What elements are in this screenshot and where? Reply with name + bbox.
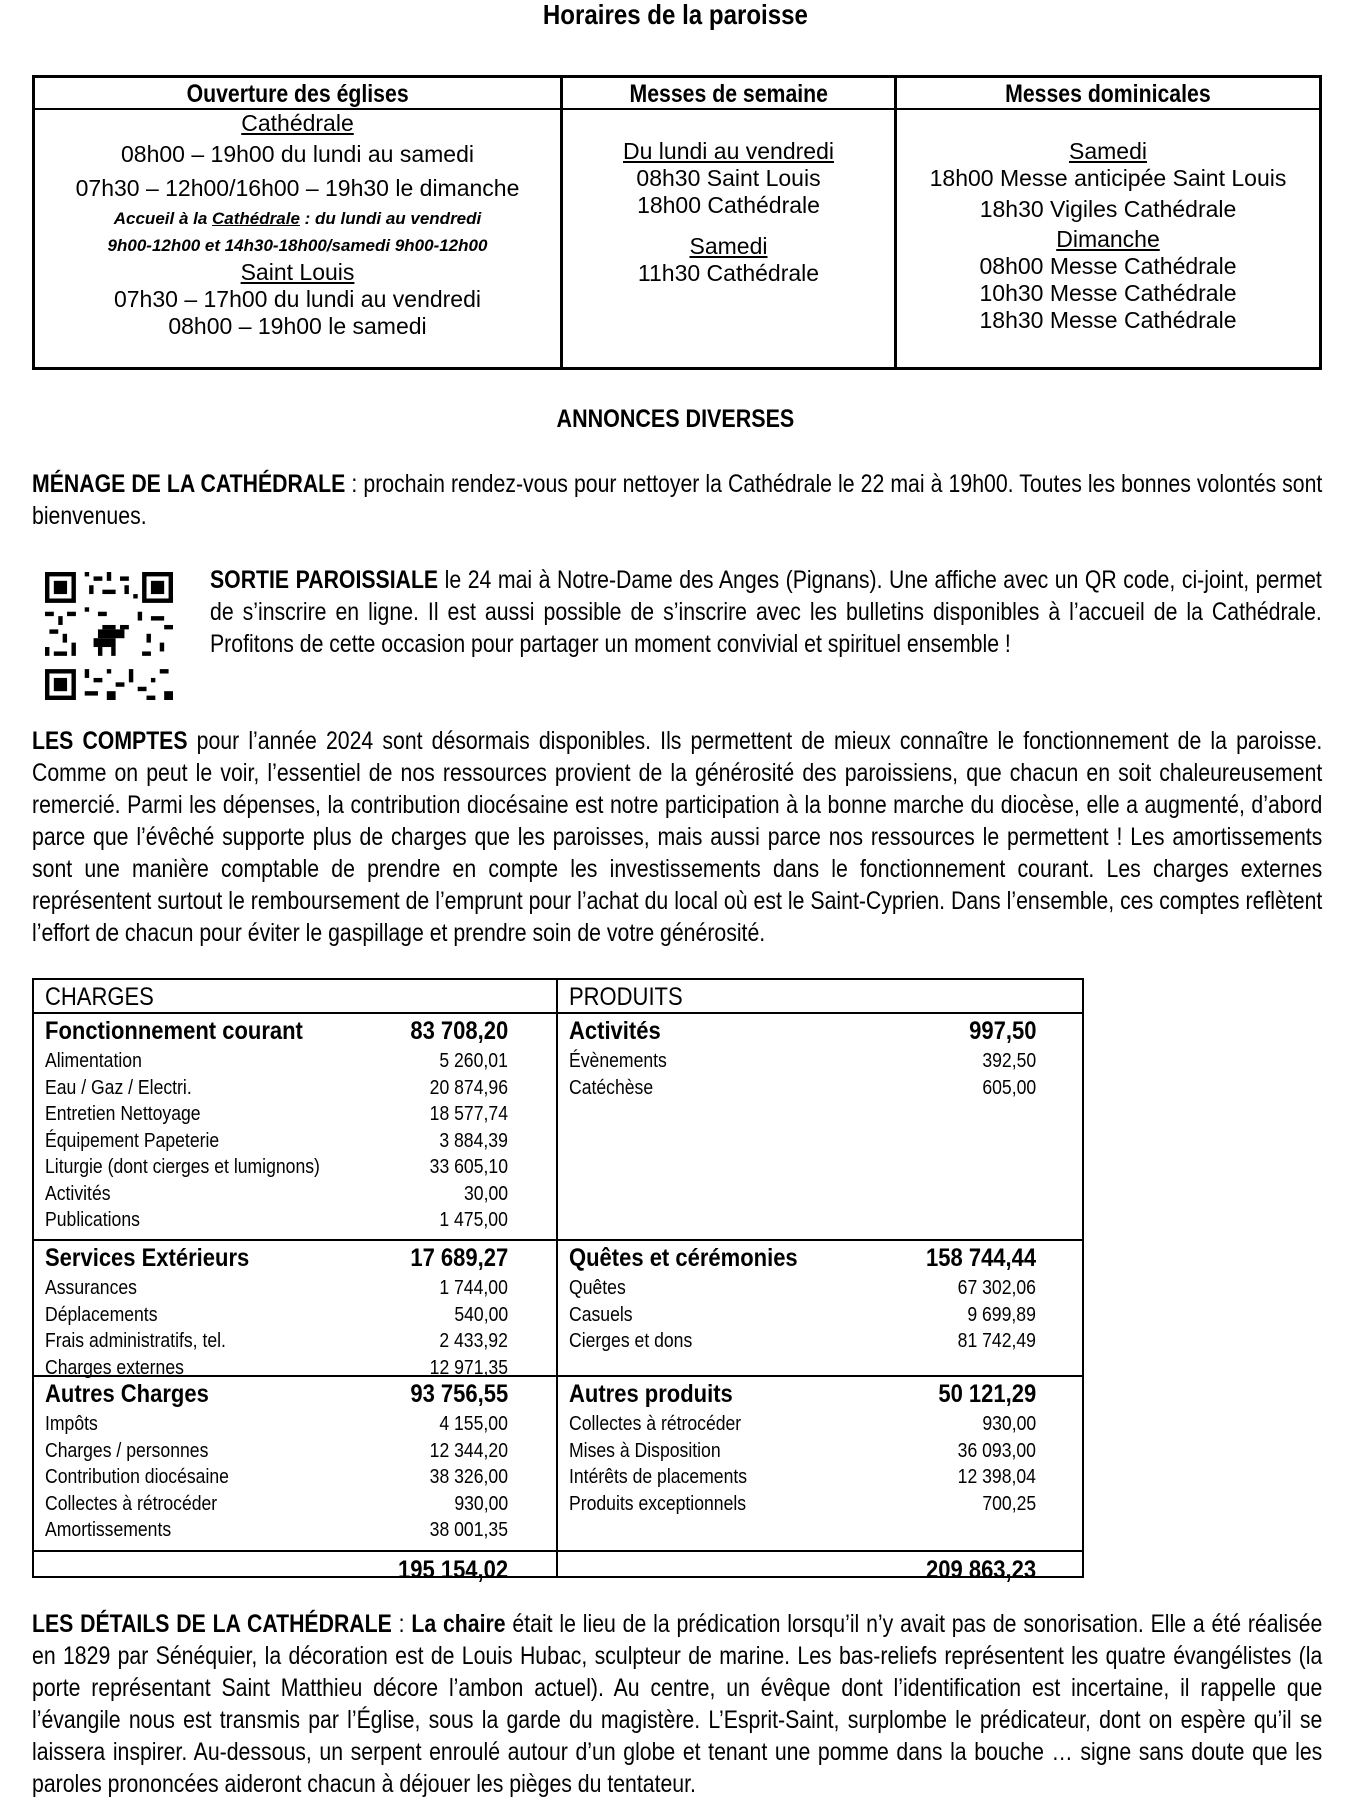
produits-group-heading: Autres produits 50 121,29 bbox=[569, 1380, 1036, 1408]
sunday-line-4: 10h30 Messe Cathédrale bbox=[979, 280, 1237, 306]
charges-group-heading: Services Extérieurs 17 689,27 bbox=[45, 1244, 508, 1272]
week-label: Du lundi au vendredi bbox=[623, 138, 834, 164]
header-sunday-masses: Messes dominicales bbox=[894, 78, 1319, 110]
sortie-paragraph bbox=[210, 564, 1322, 660]
sunday-line-3: 08h00 Messe Cathédrale bbox=[979, 253, 1237, 279]
charges-line-item: Frais administratifs, tel. 2 433,92 bbox=[45, 1330, 508, 1352]
produits-group bbox=[558, 1241, 1084, 1377]
section-title: ANNONCES DIVERSES bbox=[556, 405, 795, 433]
sunday-line-5: 18h30 Messe Cathédrale bbox=[979, 307, 1237, 333]
qr-code-icon bbox=[40, 572, 178, 700]
comptes-text: pour l’année 2024 sont désormais disponibles. Ils permettent de mieux connaître le fonctionnement de la paroisse. Comme on peut le voir, l’essentiel de nos ressources provient de la générosité des paroissiens, que chacun en soit chaleureusement remercié. Parmi les dépenses, la contribution diocésaine est notre participation à la bonne marche du diocèse, elle a augmenté, d’abord parce que l’évêché supporte plus de charges que les paroisses, mais aussi parce nos ressources le permettent ! Les amortissements sont une manière comptable de prendre en compte les investissements dans le fonctionnement courant. Les charges externes représentent surtout le remboursement de l’emprunt pour l’achat du local où est le Saint-Cyprien. Dans l’ensemble, ces comptes reflètent l’effort de chacun pour éviter le gaspillage et prendre soin de votre générosité. bbox=[32, 727, 1323, 947]
week-line-2: 18h00 Cathédrale bbox=[637, 192, 820, 218]
charges-group bbox=[34, 1014, 556, 1241]
cathedral-hours-sunday: 07h30 – 12h00/16h00 – 19h30 le dimanche bbox=[75, 175, 520, 201]
charges-line-item: Équipement Papeterie 3 884,39 bbox=[45, 1129, 508, 1152]
stlouis-hours-week: 07h30 – 17h00 du lundi au vendredi bbox=[113, 286, 482, 312]
header-week-masses: Messes de semaine bbox=[560, 78, 894, 110]
charges-line-item: Contribution diocésaine 38 326,00 bbox=[45, 1466, 508, 1488]
produits-line-item: Quêtes 67 302,06 bbox=[569, 1277, 1036, 1299]
details-paragraph: LES DÉTAILS DE LA CATHÉDRALE : La chaire était le lieu de la prédication lorsqu’il n’y avait pas de sonorisation. Elle a été réalisée en 1829 par Sénéquier, la décoration est de Louis Hubac, sculpteur de marine. Les bas-reliefs représentent les quatre évangélistes (la porte représentant Saint Matthieu décore l’ambon actuel). Au centre, un évêque dont l’identification est incertaine, il rappelle que l’évangile nous est transmis par l’Église, sous la garde du magistère. L’Esprit-Saint, surplombe le prédicateur, dont on espère qu’il se laissera inspirer. Au-dessous, un serpent enroulé autour d’un globe et tenant une pomme dans la bouche … signe sans doute que les paroles prononcées aideront chacun à déjouer les pièges du tentateur. bbox=[32, 1610, 1323, 1798]
comptes-paragraph bbox=[32, 725, 1322, 949]
charges-line-item: Publications 1 475,00 bbox=[45, 1209, 508, 1231]
week-line-1: 08h30 Saint Louis bbox=[636, 165, 821, 191]
produits-group-heading: Quêtes et cérémonies 158 744,44 bbox=[569, 1244, 1036, 1272]
produits-group bbox=[558, 1014, 1084, 1241]
menage-text: : prochain rendez-vous pour nettoyer la Cathédrale le 22 mai à 19h00. Toutes les bonnes volontés sont bienvenues. bbox=[32, 470, 1323, 530]
produits-column bbox=[558, 980, 1084, 1584]
sunday-line-2: 18h30 Vigiles Cathédrale bbox=[979, 196, 1237, 222]
schedule-table bbox=[32, 75, 1322, 370]
charges-line-item: Charges externes 12 971,35 bbox=[45, 1356, 508, 1379]
week-cell bbox=[560, 110, 894, 367]
charges-line-item: Déplacements 540,00 bbox=[45, 1303, 508, 1326]
charges-line-item: Entretien Nettoyage 18 577,74 bbox=[45, 1103, 508, 1125]
produits-total: 209 863,23 bbox=[925, 1556, 1036, 1584]
details-text: était le lieu de la prédication lorsqu’il n’y avait pas de sonorisation. Elle a été réalisée en 1829 par Sénéquier, la décoration est de Louis Hubac, sculpteur de marine. Les bas-reliefs représentent les quatre évangélistes (la porte représentant Saint Matthieu décore l’ambon actuel). Au centre, un évêque dont l’identification est incertaine, il rappelle que l’évangile nous est transmis par l’Église, sous la garde du magistère. L’Esprit-Saint, surplombe le prédicateur, dont on espère qu’il se laissera inspirer. Au-dessous, un serpent enroulé autour d’un globe et tenant une pomme dans la bouche … signe sans doute que les paroles prononcées aideront chacun à déjouer les pièges du tentateur. bbox=[32, 1610, 1323, 1798]
charges-line-item: Collectes à rétrocéder 930,00 bbox=[45, 1492, 508, 1515]
menage-heading: MÉNAGE DE LA CATHÉDRALE bbox=[32, 470, 346, 498]
menage-paragraph bbox=[32, 468, 1322, 532]
produits-group-heading: Activités 997,50 bbox=[569, 1017, 1036, 1045]
comptes-heading: LES COMPTES bbox=[32, 727, 188, 755]
produits-line-item: Casuels 9 699,89 bbox=[569, 1303, 1036, 1326]
charges-line-item: Charges / personnes 12 344,20 bbox=[45, 1439, 508, 1462]
produits-group bbox=[558, 1377, 1084, 1552]
produits-header: PRODUITS bbox=[558, 980, 1084, 1014]
charges-line-item: Impôts 4 155,00 bbox=[45, 1413, 508, 1435]
charges-line-item: Alimentation 5 260,01 bbox=[45, 1050, 508, 1072]
charges-column bbox=[34, 980, 558, 1584]
saturday-line: 11h30 Cathédrale bbox=[637, 260, 820, 286]
produits-line-item: Intérêts de placements 12 398,04 bbox=[569, 1466, 1036, 1488]
header-opening: Ouverture des églises bbox=[35, 78, 560, 110]
charges-header: CHARGES bbox=[34, 980, 556, 1014]
charges-group bbox=[34, 1377, 556, 1552]
stlouis-label: Saint Louis bbox=[240, 259, 355, 285]
charges-group bbox=[34, 1241, 556, 1377]
charges-line-item: Amortissements 38 001,35 bbox=[45, 1519, 508, 1541]
sunday-label: Dimanche bbox=[1056, 226, 1160, 252]
charges-group-heading: Fonctionnement courant 83 708,20 bbox=[45, 1017, 508, 1045]
sortie-heading: SORTIE PAROISSIALE bbox=[210, 566, 439, 594]
stlouis-hours-saturday: 08h00 – 19h00 le samedi bbox=[168, 313, 427, 339]
cathedral-hours-week: 08h00 – 19h00 du lundi au samedi bbox=[121, 141, 474, 167]
charges-line-item: Liturgie (dont cierges et lumignons) 33 605,10 bbox=[45, 1156, 508, 1178]
produits-line-item: Cierges et dons 81 742,49 bbox=[569, 1330, 1036, 1352]
sortie-text: le 24 mai à Notre-Dame des Anges (Pignans). Une affiche avec un QR code, ci-joint, permet de s’inscrire en ligne. Il est aussi possible de s’inscrire avec les bulletins disponibles à l’accueil de la Cathédrale. Profitons de cette occasion pour partager un moment convivial et spirituel ensemble ! bbox=[210, 566, 1322, 658]
charges-line-item: Eau / Gaz / Electri. 20 874,96 bbox=[45, 1076, 508, 1099]
produits-line-item: Collectes à rétrocéder 930,00 bbox=[569, 1413, 1036, 1435]
produits-line-item: Catéchèse 605,00 bbox=[569, 1076, 1036, 1099]
sunday-line-1: 18h00 Messe anticipée Saint Louis bbox=[929, 165, 1287, 191]
details-heading: LES DÉTAILS DE LA CATHÉDRALE bbox=[32, 1610, 392, 1638]
produits-line-item: Évènements 392,50 bbox=[569, 1050, 1036, 1072]
details-subheading: La chaire bbox=[411, 1610, 506, 1638]
accueil-line: Accueil à la Cathédrale : du lundi au vendredi bbox=[113, 209, 482, 228]
page-title: Horaires de la paroisse bbox=[542, 0, 808, 30]
saturday-label: Samedi bbox=[689, 233, 768, 259]
charges-total: 195 154,02 bbox=[397, 1556, 508, 1584]
charges-group-heading: Autres Charges 93 756,55 bbox=[45, 1380, 508, 1408]
accounts-table bbox=[32, 978, 1084, 1584]
produits-line-item: Mises à Disposition 36 093,00 bbox=[569, 1439, 1036, 1462]
sunday-saturday-label: Samedi bbox=[1069, 138, 1147, 164]
charges-line-item: Activités 30,00 bbox=[45, 1182, 508, 1205]
sunday-cell bbox=[894, 110, 1319, 367]
accueil-hours: 9h00-12h00 et 14h30-18h00/samedi 9h00-12h00 bbox=[107, 236, 488, 255]
produits-line-item: Produits exceptionnels 700,25 bbox=[569, 1492, 1036, 1515]
opening-cell bbox=[35, 110, 560, 367]
charges-line-item: Assurances 1 744,00 bbox=[45, 1277, 508, 1299]
cathedral-label: Cathédrale bbox=[241, 110, 354, 136]
